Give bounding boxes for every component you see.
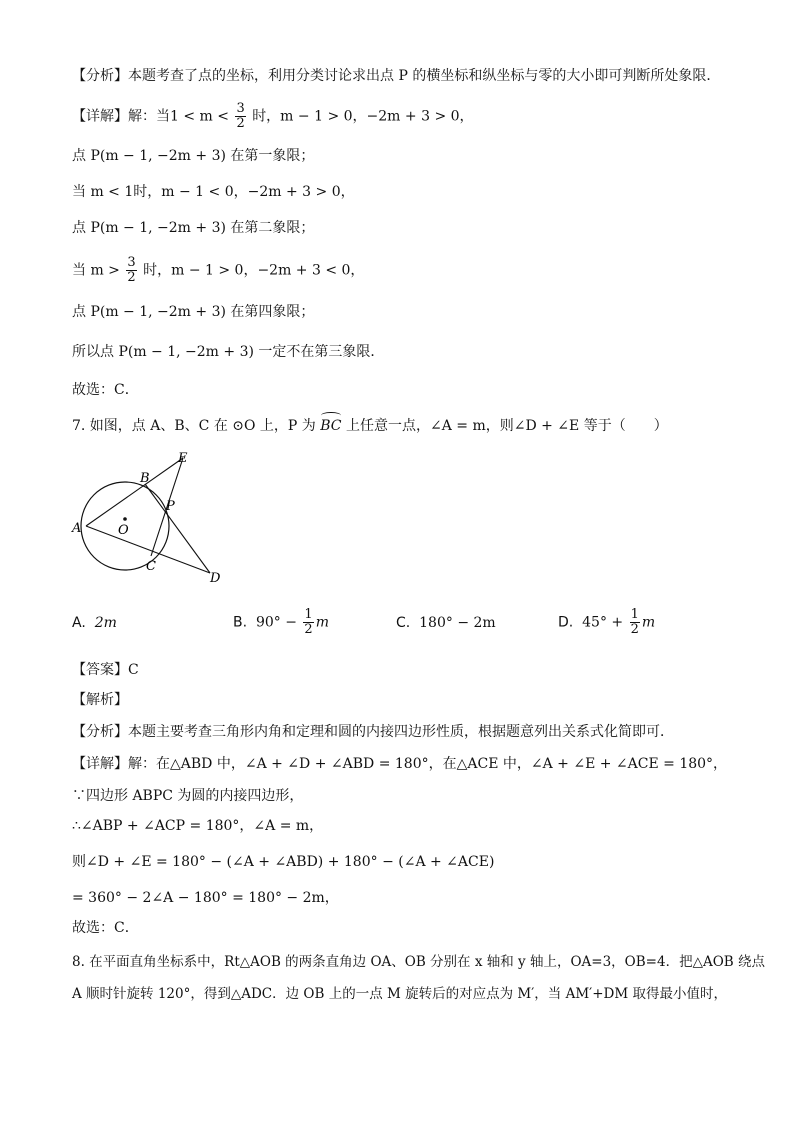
label-c: C <box>146 559 156 574</box>
case3-text-b: 时，m − 1 > 0，−2m + 3 < 0， <box>143 262 365 279</box>
label-b: B <box>140 471 150 486</box>
detail-text-a: 解：当1 < m < <box>128 108 229 125</box>
answer-line <box>72 660 139 680</box>
label-a: A <box>72 521 82 536</box>
detail-text-b: 时，m − 1 > 0，−2m + 3 > 0， <box>252 108 474 125</box>
fraction: $\frac{1}{2}$ <box>630 607 639 637</box>
step-3: 则∠D + ∠E = 180° − (∠A + ∠ABD) + 180° − (∠A + ∠ACE) <box>72 854 495 870</box>
answer-prefix: 【答案】 <box>72 662 128 678</box>
step-4: = 360° − 2∠A − 180° = 180° − 2m， <box>72 890 339 906</box>
fraction: $\frac{3}{2}$ <box>236 101 245 131</box>
detail-text-2: 解：在△ABD 中，∠A + ∠D + ∠ABD = 180°，在△ACE 中，∠A + ∠E + ∠ACE = 180°， <box>128 756 728 772</box>
question-7-text-b: 上任意一点，∠A = m，则∠D + ∠E 等于（ ） <box>345 418 668 434</box>
choice-d-label: D. <box>558 614 574 631</box>
case2-condition: 当 m < 1时，m − 1 < 0，−2m + 3 > 0， <box>72 184 355 200</box>
fraction: $\frac{1}{2}$ <box>304 607 313 637</box>
choice-a-text: 2m <box>94 615 117 631</box>
answer-text: C <box>128 662 139 678</box>
label-d: D <box>210 571 221 586</box>
question-7-text-a: 7. 如图，点 A、B、C 在 ⊙O 上，P 为 <box>72 418 316 434</box>
circle-figure <box>60 444 240 592</box>
label-o: O <box>118 523 129 538</box>
case2-point: 点 P(m − 1, −2m + 3) 在第二象限； <box>72 220 315 236</box>
choice-d-post: m <box>641 614 656 631</box>
arc-bc: BC <box>320 418 342 434</box>
analysis-prefix-2: 【分析】 <box>72 724 128 740</box>
step-2: ∴∠ABP + ∠ACP = 180°，∠A = m， <box>72 818 324 834</box>
detail-prefix: 【详解】 <box>72 108 128 125</box>
choice-b-pre: 90° − <box>255 614 297 631</box>
analysis-prefix: 【分析】 <box>72 68 128 84</box>
case1-point: 点 P(m − 1, −2m + 3) 在第一象限； <box>72 148 315 164</box>
choice-b-post: m <box>315 614 329 631</box>
question-8-line-1: 8. 在平面直角坐标系中，Rt△AOB 的两条直角边 OA、OB 分别在 x 轴和 y 轴上，OA=3，OB=4．把△AOB 绕点 <box>72 954 765 970</box>
choice-a[interactable] <box>72 613 117 633</box>
choice-b[interactable] <box>233 608 329 637</box>
analysis-line-2 <box>72 722 674 742</box>
question-8-line-2: A 顺时针旋转 120°，得到△ADC．边 OB 上的一点 M 旋转后的对应点为 M′，当 AM′+DM 取得最小值时， <box>72 986 727 1002</box>
question-7 <box>72 416 668 436</box>
select-answer: 故选：C． <box>72 382 139 398</box>
case3-text-a: 当 m > <box>72 262 120 279</box>
select-answer-2: 故选：C． <box>72 920 139 936</box>
case3-condition <box>72 256 364 285</box>
detail-line <box>72 102 474 131</box>
choice-b-label: B. <box>233 614 248 631</box>
detail-prefix-2: 【详解】 <box>72 756 128 772</box>
step-1: ∵四边形 ABPC 为圆的内接四边形， <box>72 788 304 804</box>
explanation-heading: 【解析】 <box>72 692 128 708</box>
choice-c[interactable] <box>396 613 496 633</box>
case3-point: 点 P(m − 1, −2m + 3) 在第四象限； <box>72 304 315 320</box>
detail-line-2 <box>72 754 727 774</box>
conclusion: 所以点 P(m − 1, −2m + 3) 一定不在第三象限． <box>72 344 385 360</box>
fraction: $\frac{3}{2}$ <box>127 255 136 285</box>
analysis-text-2: 本题主要考查三角形内角和定理和圆的内接四边形性质，根据题意列出关系式化简即可． <box>128 724 674 740</box>
choice-c-label: C. <box>396 615 411 631</box>
choice-c-text: 180° − 2m <box>419 615 496 631</box>
label-e: E <box>178 451 188 466</box>
choice-d[interactable] <box>558 608 655 637</box>
analysis-line <box>72 66 720 86</box>
label-p: P <box>166 499 175 514</box>
choice-a-label: A. <box>72 615 86 631</box>
analysis-text: 本题考查了点的坐标，利用分类讨论求出点 P 的横坐标和纵坐标与零的大小即可判断所处象限． <box>128 68 721 84</box>
center-dot <box>123 517 127 521</box>
choice-d-pre: 45° + <box>582 614 624 631</box>
